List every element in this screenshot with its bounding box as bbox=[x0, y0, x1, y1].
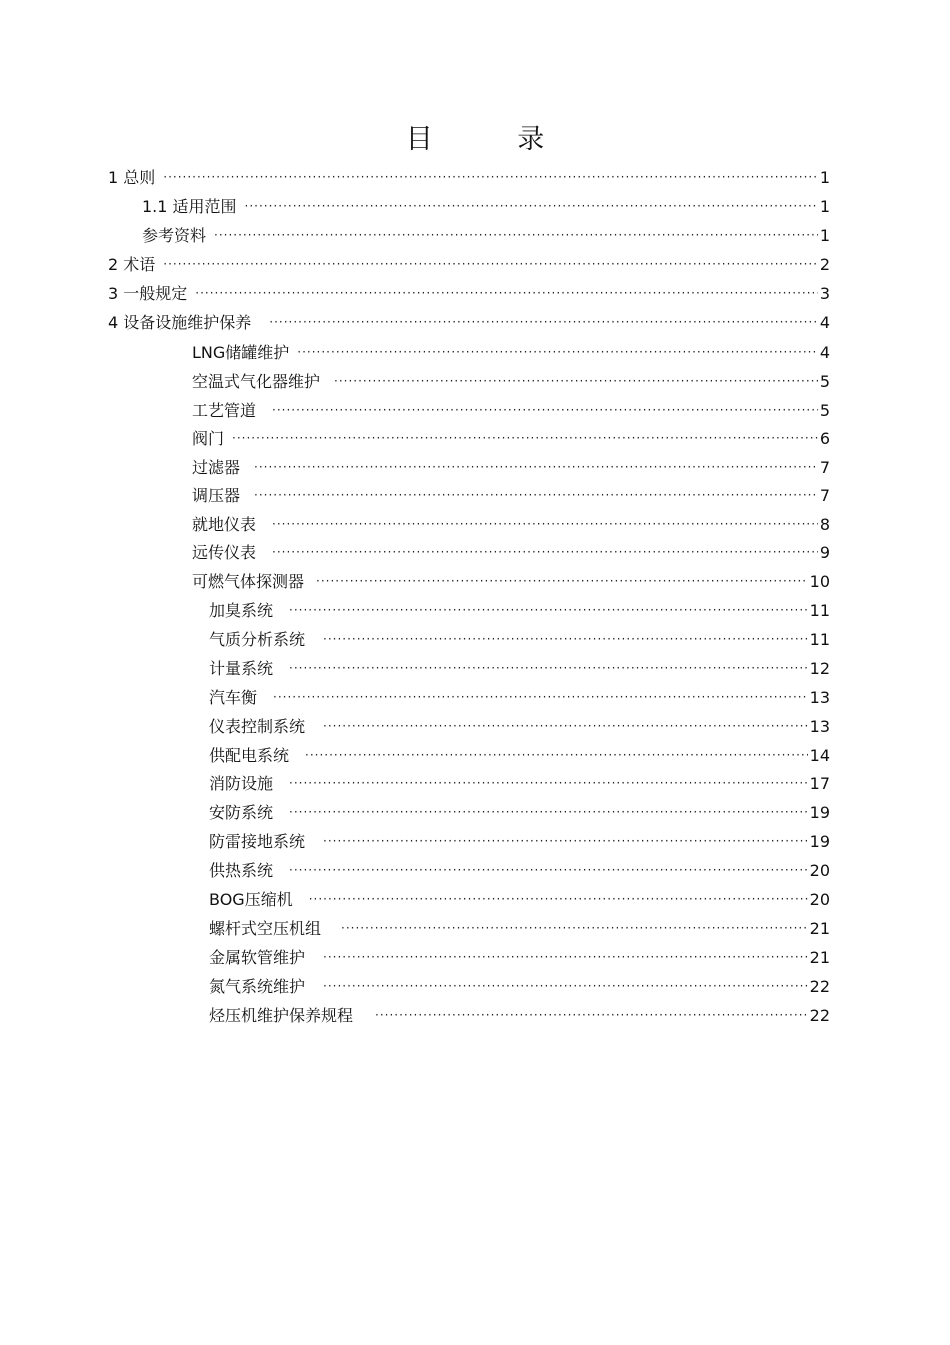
toc-entry-label: 加臭系统 bbox=[209, 601, 274, 620]
toc-leader bbox=[163, 163, 818, 189]
toc-entry-label: 过滤器 bbox=[192, 458, 241, 477]
toc-page-number: 1 bbox=[819, 197, 830, 216]
toc-leader bbox=[289, 654, 808, 680]
toc-entry[interactable] bbox=[209, 627, 830, 653]
toc-entry-label: 供配电系统 bbox=[209, 746, 290, 765]
toc-page-number: 5 bbox=[819, 401, 830, 420]
toc-entry-label: 调压器 bbox=[192, 486, 241, 505]
toc-page-number: 7 bbox=[819, 458, 830, 477]
toc-entry[interactable] bbox=[209, 1003, 830, 1029]
toc-entry[interactable] bbox=[108, 165, 830, 191]
toc-page-number: 19 bbox=[809, 803, 830, 822]
toc-leader bbox=[289, 596, 808, 622]
toc-page-number: 14 bbox=[809, 746, 830, 765]
toc-entry[interactable] bbox=[209, 656, 830, 682]
toc-entry[interactable] bbox=[209, 945, 830, 971]
toc-entry[interactable] bbox=[192, 540, 830, 566]
toc-entry-label: 1 总则 bbox=[108, 168, 156, 187]
toc-leader bbox=[273, 683, 808, 709]
toc-leader bbox=[323, 827, 808, 853]
toc-entry[interactable] bbox=[209, 887, 830, 913]
toc-page-number: 22 bbox=[809, 977, 830, 996]
toc-entry[interactable] bbox=[209, 858, 830, 884]
toc-page-number: 11 bbox=[809, 630, 830, 649]
toc-leader bbox=[341, 914, 808, 940]
toc-entry-label: 空温式气化器维护 bbox=[192, 372, 321, 391]
toc-page-number: 12 bbox=[809, 659, 830, 678]
toc-page-number: 20 bbox=[809, 861, 830, 880]
toc-page-number: 4 bbox=[819, 343, 830, 362]
toc-leader bbox=[375, 1001, 808, 1027]
toc-entry-label: 安防系统 bbox=[209, 803, 274, 822]
toc-entry[interactable] bbox=[209, 771, 830, 797]
toc-entry-label: BOG压缩机 bbox=[209, 890, 293, 909]
toc-entry-label: 汽车衡 bbox=[209, 688, 258, 707]
toc-entry-label: 阀门 bbox=[192, 429, 225, 448]
toc-entry[interactable] bbox=[209, 974, 830, 1000]
toc-entry-label: 可燃气体探测器 bbox=[192, 572, 305, 591]
toc-leader bbox=[316, 567, 808, 593]
toc-entry[interactable] bbox=[209, 598, 830, 624]
toc-page-number: 1 bbox=[819, 168, 830, 187]
toc-leader bbox=[232, 424, 818, 450]
toc-page-number: 4 bbox=[819, 313, 830, 332]
toc-entry-label: 氮气系统维护 bbox=[209, 977, 306, 996]
toc-page-number: 20 bbox=[809, 890, 830, 909]
toc-page-number: 10 bbox=[809, 572, 830, 591]
toc-leader bbox=[323, 972, 808, 998]
toc-entry-label: 金属软管维护 bbox=[209, 948, 306, 967]
toc-page-number: 1 bbox=[819, 226, 830, 245]
toc-leader bbox=[323, 625, 808, 651]
toc-page-number: 5 bbox=[819, 372, 830, 391]
toc-page-number: 11 bbox=[809, 601, 830, 620]
toc-entry-label: 仪表控制系统 bbox=[209, 717, 306, 736]
toc-entry[interactable] bbox=[209, 829, 830, 855]
toc-leader bbox=[272, 396, 818, 422]
toc-entry[interactable] bbox=[192, 398, 830, 424]
toc-entry[interactable] bbox=[209, 685, 830, 711]
toc-entry[interactable] bbox=[108, 252, 830, 278]
toc-entry-label: 烃压机维护保养规程 bbox=[209, 1006, 354, 1025]
toc-leader bbox=[272, 538, 818, 564]
toc-entry-label: 就地仪表 bbox=[192, 515, 257, 534]
toc-entry-label: 防雷接地系统 bbox=[209, 832, 306, 851]
toc-leader bbox=[297, 338, 818, 364]
toc-entry-label: 2 术语 bbox=[108, 255, 156, 274]
toc-entry-label: 消防设施 bbox=[209, 774, 274, 793]
toc-entry[interactable] bbox=[192, 512, 830, 538]
toc-page-number: 22 bbox=[809, 1006, 830, 1025]
toc-leader bbox=[323, 943, 808, 969]
toc-entry[interactable] bbox=[209, 714, 830, 740]
toc-entry[interactable] bbox=[108, 310, 830, 336]
toc-entry[interactable] bbox=[142, 223, 830, 249]
toc-page-number: 21 bbox=[809, 919, 830, 938]
toc-leader bbox=[309, 885, 808, 911]
toc-leader bbox=[254, 453, 818, 479]
toc-entry-label: 计量系统 bbox=[209, 659, 274, 678]
toc-page-number: 3 bbox=[819, 284, 830, 303]
toc-leader bbox=[334, 367, 818, 393]
toc-page-number: 13 bbox=[809, 717, 830, 736]
toc-entry[interactable] bbox=[192, 455, 830, 481]
toc-page-number: 6 bbox=[819, 429, 830, 448]
toc-entry[interactable] bbox=[209, 743, 830, 769]
toc-entry[interactable] bbox=[108, 281, 830, 307]
toc-entry-label: 供热系统 bbox=[209, 861, 274, 880]
toc-page-number: 2 bbox=[819, 255, 830, 274]
toc-entry[interactable] bbox=[209, 800, 830, 826]
toc-page-number: 19 bbox=[809, 832, 830, 851]
toc-entry-label: 参考资料 bbox=[142, 226, 207, 245]
toc-entry-label: 远传仪表 bbox=[192, 543, 257, 562]
toc-entry[interactable] bbox=[192, 340, 830, 366]
toc-leader bbox=[269, 308, 818, 334]
toc-entry[interactable] bbox=[192, 426, 830, 452]
toc-leader bbox=[254, 481, 818, 507]
toc-entry[interactable] bbox=[142, 194, 830, 220]
toc-page-number: 13 bbox=[809, 688, 830, 707]
toc-entry[interactable] bbox=[192, 483, 830, 509]
toc-leader bbox=[323, 712, 808, 738]
toc-entry-label: 4 设备设施维护保养 bbox=[108, 313, 252, 332]
toc-entry-label: 3 一般规定 bbox=[108, 284, 188, 303]
toc-entry[interactable] bbox=[192, 569, 830, 595]
toc-leader bbox=[245, 192, 818, 218]
toc-entry-label: 工艺管道 bbox=[192, 401, 257, 420]
toc-page-number: 21 bbox=[809, 948, 830, 967]
toc-entry-label: 气质分析系统 bbox=[209, 630, 306, 649]
toc-page-number: 8 bbox=[819, 515, 830, 534]
toc-page-number: 9 bbox=[819, 543, 830, 562]
toc-leader bbox=[289, 798, 808, 824]
toc-leader bbox=[305, 741, 808, 767]
toc-page-number: 7 bbox=[819, 486, 830, 505]
toc-entry[interactable] bbox=[209, 916, 830, 942]
toc-entry[interactable] bbox=[192, 369, 830, 395]
toc-page-number: 17 bbox=[809, 774, 830, 793]
toc-entry-label: LNG储罐维护 bbox=[192, 343, 290, 362]
toc-leader bbox=[195, 279, 818, 305]
toc-leader bbox=[163, 250, 818, 276]
toc-leader bbox=[289, 769, 808, 795]
toc-entry-label: 1.1 适用范围 bbox=[142, 197, 237, 216]
toc-leader bbox=[272, 510, 818, 536]
page-title: 目 录 bbox=[405, 124, 583, 155]
toc-leader bbox=[289, 856, 808, 882]
toc-leader bbox=[214, 221, 818, 247]
toc-entry-label: 螺杆式空压机组 bbox=[209, 919, 322, 938]
